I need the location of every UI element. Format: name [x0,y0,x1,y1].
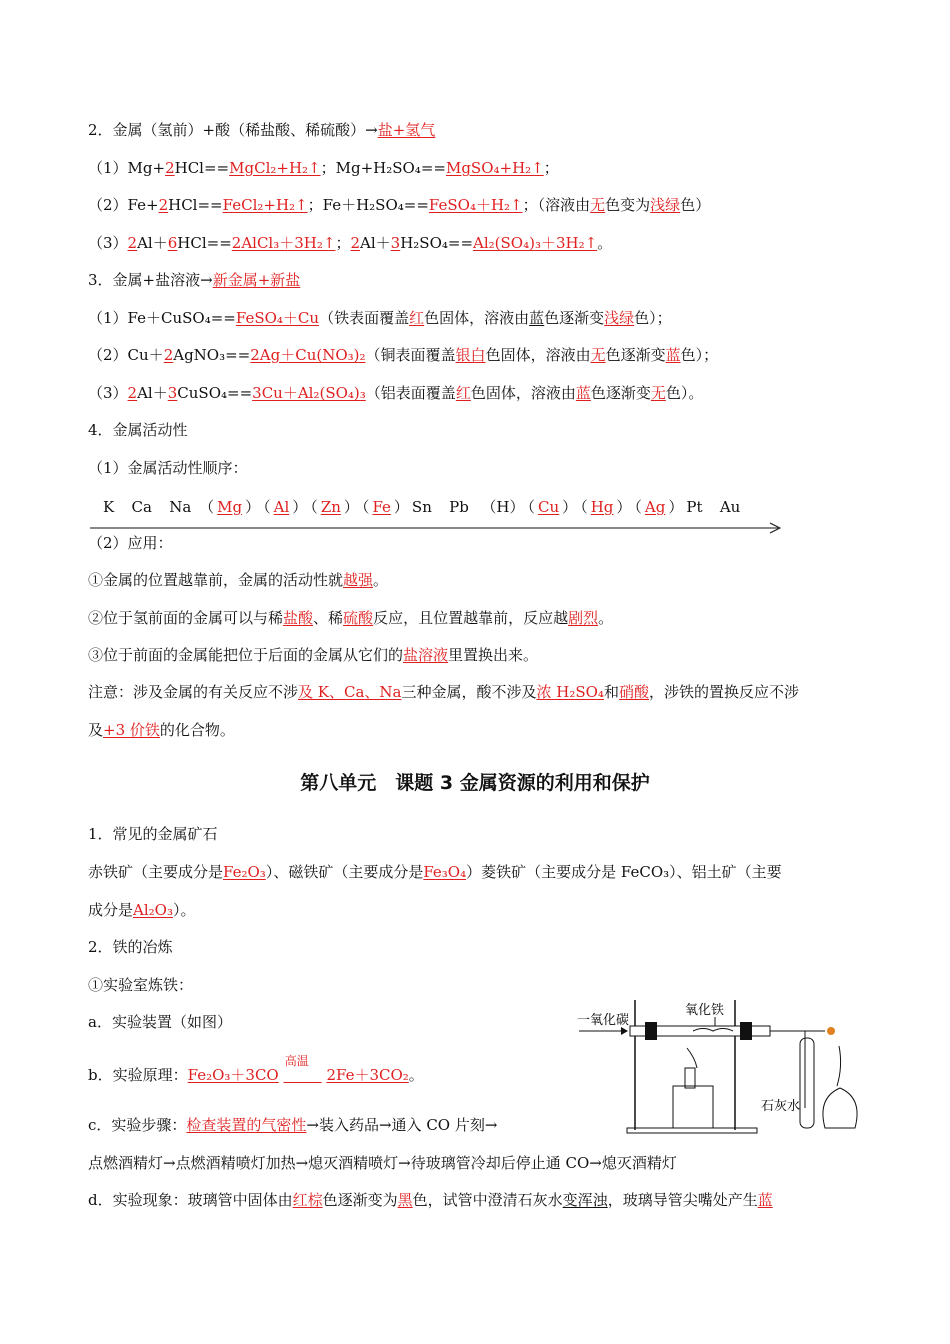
t2-b: b．实验原理：Fe₂O₃＋3CO 高温 2Fe＋3CO₂。 [88,1054,424,1084]
t1-heading: 1．常见的金属矿石 [88,825,218,843]
t1-line1: 赤铁矿（主要成分是Fe₂O₃）、磁铁矿（主要成分是Fe₃O₄）菱铁矿（主要成分是 FeCO₃）、铝土矿（主要 [88,863,782,881]
s3-row2: （2）Cu＋2AgNO₃==2Ag＋Cu(NO₃)₂（铜表面覆盖银白色固体，溶液由无色逐渐变蓝色）； [88,346,719,364]
activity-series: K Ca Na （ Mg ） （ Al ） （ Zn ） （ Fe ） Sn Pb （H） （ Cu ） （ Hg ） （ Ag ） Pt Au [103,498,741,516]
s3-row3: （3）2Al＋3CuSO₄==3Cu＋Al₂(SO₄)₃（铝表面覆盖红色固体，溶液由蓝色逐渐变无色）。 [88,384,704,402]
label-lime: 石灰水 [761,1099,801,1114]
s2-row1: （1）Mg+2HCl==MgCl₂+H₂↑；Mg+H₂SO₄==MgSO₄+H₂↑； [88,159,559,177]
section-title: 第八单元 课题 3 金属资源的利用和保护 [300,772,650,794]
s3-heading: 3．金属+盐溶液→新金属+新盐 [88,271,301,289]
t2-c: c．实验步骤：检查装置的气密性→装入药品→通入 CO 片刻→ [88,1116,498,1134]
s4-sub2: （2）应用： [88,534,173,552]
t2-c2: 点燃酒精灯→点燃酒精喷灯加热→熄灭酒精喷灯→待玻璃管冷却后停止通 CO→熄灭酒精灯 [88,1154,677,1172]
s4-note: 注意：涉及金属的有关反应不涉及 K、Ca、Na三种金属，酸不涉及浓 H₂SO₄和硝酸，涉铁的置换反应不涉 [88,683,799,701]
s3-row1: （1）Fe＋CuSO₄==FeSO₄＋Cu（铁表面覆盖红色固体，溶液由蓝色逐渐变浅绿色）； [88,309,672,327]
s4-point2: ②位于氢前面的金属可以与稀盐酸、稀硫酸反应，且位置越靠前，反应越剧烈。 [88,609,614,627]
t2-a: a．实验装置（如图） [88,1013,232,1031]
t2-heading: 2．铁的冶炼 [88,938,173,956]
t1-line2: 成分是Al₂O₃）。 [88,901,196,919]
s4-point1: ①金属的位置越靠前，金属的活动性就越强。 [88,571,389,589]
s4-point3: ③位于前面的金属能把位于后面的金属从它们的盐溶液里置换出来。 [88,646,539,664]
s2-row2: （2）Fe+2HCl==FeCl₂+H₂↑；Fe＋H₂SO₄==FeSO₄＋H₂↑；（溶液由无色变为浅绿色） [88,196,711,214]
s2-heading: 2．金属（氢前）+酸（稀盐酸、稀硫酸）→盐+氢气 [88,121,436,139]
s4-heading: 4．金属活动性 [88,421,188,439]
t2-lab: ①实验室炼铁： [88,976,194,994]
s4-note-cont: 及+3 价铁的化合物。 [88,721,235,739]
label-fe2o3: 氧化铁 [685,1003,725,1018]
reaction-condition: 高温 [284,1054,309,1068]
activity-arrow [90,520,790,536]
iron-smelting-apparatus-figure [575,998,875,1138]
label-co: 一氧化碳 [577,1013,630,1028]
t2-d: d．实验现象：玻璃管中固体由红棕色逐渐变为黑色，试管中澄清石灰水变浑浊，玻璃导管尖嘴处产生蓝 [88,1191,773,1209]
s2-row3: （3）2Al＋6HCl==2AlCl₃＋3H₂↑；2Al＋3H₂SO₄==Al₂(SO₄)₃＋3H₂↑。 [88,234,613,252]
s4-sub1: （1）金属活动性顺序： [88,459,248,477]
